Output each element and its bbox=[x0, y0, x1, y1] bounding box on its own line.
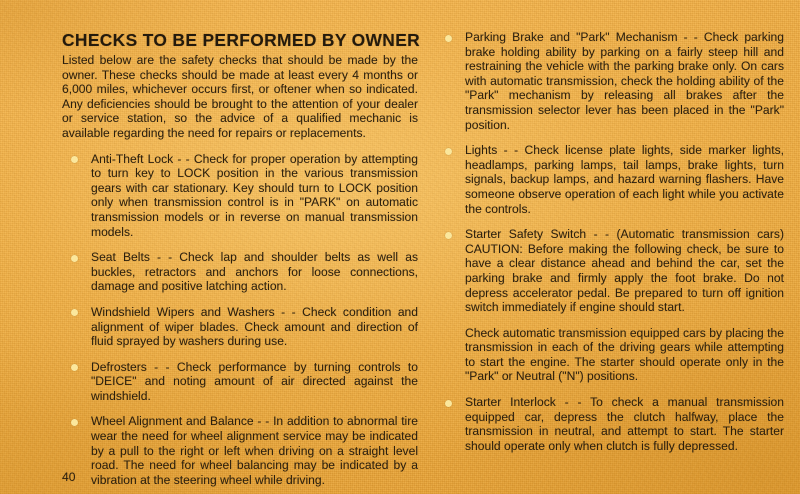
list-item bbox=[436, 395, 784, 453]
list-item-text: Defrosters - - Check performance by turning controls to "DEICE" and noting amount of air directed against the windshield. bbox=[91, 359, 418, 403]
right-checklist bbox=[436, 30, 784, 453]
list-item-text: Windshield Wipers and Washers - - Check condition and alignment of wiper blades. Check amount and direction of fluid sprayed by washers during use. bbox=[91, 304, 418, 349]
left-column bbox=[62, 30, 421, 487]
list-item-text: Wheel Alignment and Balance - - In addition to abnormal tire wear the need for wheel alignment service may be indicated by a pull to the right or left when driving on a straight level road. The need for wheel balancing may be indicated by a vibration at the steering wheel while driving. bbox=[91, 414, 418, 487]
bullet-dot-icon bbox=[71, 419, 78, 426]
bullet-dot-icon bbox=[71, 364, 78, 371]
list-item bbox=[62, 250, 418, 294]
bullet-dot-icon bbox=[71, 309, 78, 316]
bullet-dot-icon bbox=[445, 148, 452, 155]
list-item-continuation-text: Check automatic transmission equipped cars by placing the transmission in each of the driving gears while attempting to start the engine. The starter should operate only in the "Park" or Neutral ("N") positions. bbox=[465, 325, 784, 384]
list-item-text: Starter Interlock - - To check a manual transmission equipped car, depress the clutch halfway, place the transmission in neutral, and attempt to start. The starter should operate only when clutch is fully depressed. bbox=[465, 395, 784, 453]
bullet-dot-icon bbox=[71, 255, 78, 262]
list-item-text: Seat Belts - - Check lap and shoulder belts as well as buckles, retractors and anchors for loose connections, damage and positive latching action. bbox=[91, 250, 418, 294]
list-item bbox=[62, 414, 418, 487]
intro-paragraph: Listed below are the safety checks that should be made by the owner. These checks should be made at least every 4 months or 6,000 miles, whichever occurs first, or oftener when so indicated. Any deficiencies should be brought to the attention of your dealer or service station, so the advice of a qualified mechanic is available regarding the need for repairs or replacements. bbox=[62, 53, 418, 140]
bullet-dot-icon bbox=[445, 232, 452, 239]
bullet-dot-icon bbox=[71, 156, 78, 163]
bullet-dot-icon bbox=[445, 35, 452, 42]
list-item bbox=[62, 152, 418, 240]
page-number: 40 bbox=[62, 470, 76, 484]
list-item bbox=[62, 360, 418, 404]
left-checklist bbox=[62, 152, 418, 488]
list-item-text: Lights - - Check license plate lights, side marker lights, headlamps, parking lamps, tail lamps, brake lights, turn signals, backup lamps, and hazard warning flashers. Have someone observe operation of each light while you activate the controls. bbox=[465, 143, 784, 216]
list-item bbox=[436, 143, 784, 216]
list-item bbox=[62, 305, 418, 349]
list-item-text: Starter Safety Switch - - (Automatic transmission cars) CAUTION: Before making the following check, be sure to have a clear distance ahead and behind the car, set the parking brake and firmly apply the foot brake. Do not depress accelerator pedal. Be prepared to turn off ignition switch immediately if engine should start. bbox=[465, 227, 784, 315]
right-column bbox=[436, 30, 784, 453]
list-item-text: Parking Brake and "Park" Mechanism - - Check parking brake holding ability by parking on a fairly steep hill and restraining the vehicle with the parking brake only. On cars with automatic transmission, check the holding ability of the "Park" mechanism by releasing all brakes after the transmission selector lever has been placed in the "Park" position. bbox=[465, 30, 784, 132]
list-item bbox=[436, 227, 784, 384]
bullet-dot-icon bbox=[445, 400, 452, 407]
list-item bbox=[436, 30, 784, 132]
list-item-text: Anti-Theft Lock - - Check for proper operation by attempting to turn key to LOCK position in the various transmission gears with car stationary. Key should turn to LOCK position only when transmission control is in "PARK" on automatic transmission models or in reverse on manual transmission models. bbox=[91, 151, 418, 239]
page-title: CHECKS TO BE PERFORMED BY OWNER bbox=[62, 30, 421, 50]
